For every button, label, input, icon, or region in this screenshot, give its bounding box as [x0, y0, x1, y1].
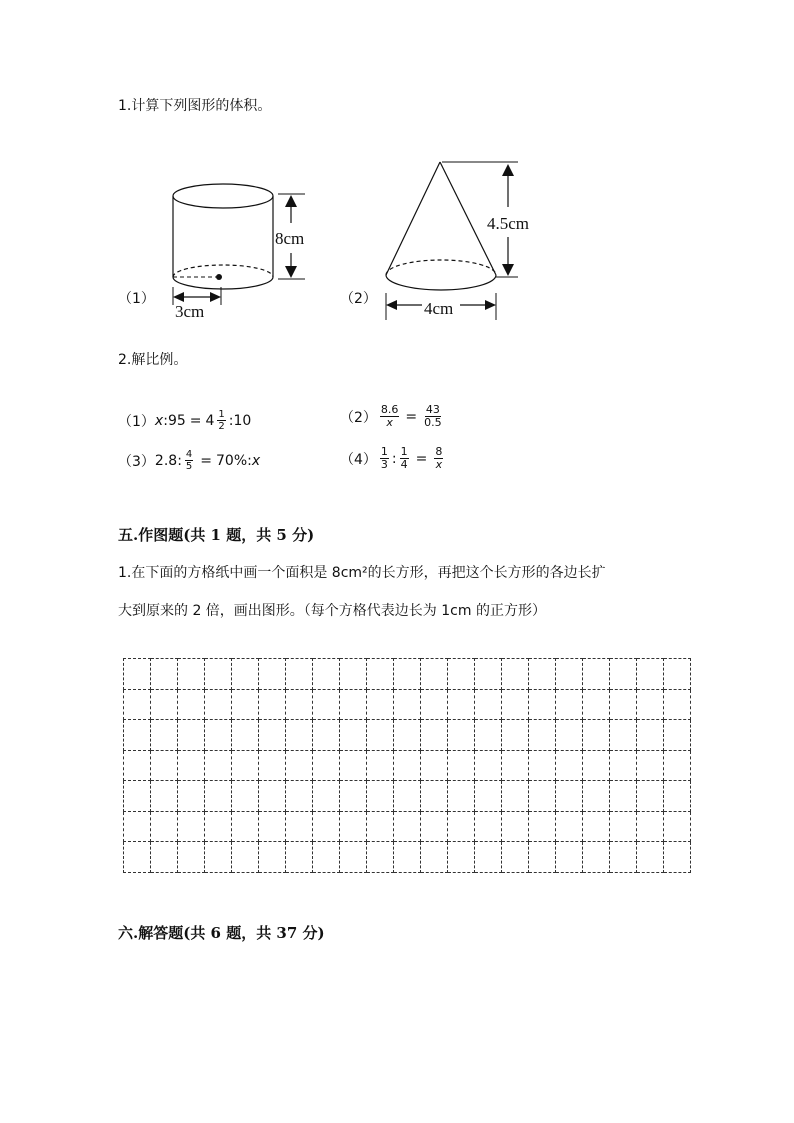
grid-cell[interactable] — [610, 720, 637, 751]
grid-cell[interactable] — [394, 750, 421, 781]
proportion-1-colon-2: : — [228, 412, 234, 429]
grid-cell[interactable] — [529, 842, 556, 873]
grid-cell[interactable] — [394, 781, 421, 812]
proportion-4-fraction-3 — [434, 446, 443, 471]
grid-cell[interactable] — [124, 689, 151, 720]
grid-row[interactable] — [124, 720, 691, 751]
grid-cell[interactable] — [313, 750, 340, 781]
grid-cell[interactable] — [421, 659, 448, 690]
proportion-4-colon: : — [391, 450, 397, 467]
grid-cell[interactable] — [124, 720, 151, 751]
grid-cell[interactable] — [529, 689, 556, 720]
grid-cell[interactable] — [421, 842, 448, 873]
grid-cell[interactable] — [124, 750, 151, 781]
grid-cell[interactable] — [205, 842, 232, 873]
grid-cell[interactable] — [637, 750, 664, 781]
grid-cell[interactable] — [340, 811, 367, 842]
grid-cell[interactable] — [664, 811, 691, 842]
proportion-2-index: （2） — [340, 409, 377, 426]
grid-cell[interactable] — [367, 750, 394, 781]
grid-cell[interactable] — [259, 842, 286, 873]
grid-cell[interactable] — [394, 689, 421, 720]
grid-cell[interactable] — [124, 659, 151, 690]
grid-cell[interactable] — [151, 659, 178, 690]
proportion-1-colon: : — [163, 412, 168, 429]
grid-cell[interactable] — [502, 781, 529, 812]
grid-cell[interactable] — [421, 720, 448, 751]
grid-cell[interactable] — [556, 781, 583, 812]
grid-cell[interactable] — [367, 689, 394, 720]
grid-cell[interactable] — [610, 811, 637, 842]
grid-cell[interactable] — [178, 811, 205, 842]
proportion-3-colon: : — [177, 452, 182, 469]
grid-cell[interactable] — [394, 659, 421, 690]
grid-cell[interactable] — [178, 720, 205, 751]
grid-cell[interactable] — [394, 811, 421, 842]
fraction-denominator: 4 — [400, 458, 408, 471]
grid-cell[interactable] — [313, 720, 340, 751]
grid-cell[interactable] — [394, 720, 421, 751]
grid-cell[interactable] — [637, 781, 664, 812]
grid-cell[interactable] — [610, 842, 637, 873]
section-6-title: 六.解答题(共 6 题，共 37 分) — [118, 924, 325, 942]
grid-cell[interactable] — [286, 842, 313, 873]
grid-row[interactable] — [124, 750, 691, 781]
proportion-3-a: 2.8 — [154, 452, 178, 469]
grid-cell[interactable] — [232, 720, 259, 751]
section-5-question-line-1: 1.在下面的方格纸中画一个面积是 8cm²的长方形，再把这个长方形的各边长扩 — [118, 565, 606, 581]
grid-cell[interactable] — [556, 659, 583, 690]
section-5-question-line-2: 大到原来的 2 倍，画出图形。（每个方格代表边长为 1cm 的正方形） — [118, 603, 546, 619]
grid-cell[interactable] — [664, 842, 691, 873]
cone-height-label: 4.5cm — [487, 214, 530, 233]
grid-cell[interactable] — [151, 720, 178, 751]
grid-cell[interactable] — [151, 689, 178, 720]
grid-row[interactable] — [124, 781, 691, 812]
grid-cell[interactable] — [637, 689, 664, 720]
grid-cell[interactable] — [367, 659, 394, 690]
grid-cell[interactable] — [448, 659, 475, 690]
fraction-numerator: 43 — [425, 403, 440, 416]
proportion-2-equals: = — [405, 408, 418, 425]
figure-2-index: （2） — [340, 291, 377, 307]
grid-cell[interactable] — [502, 811, 529, 842]
grid-row[interactable] — [124, 659, 691, 690]
grid-cell[interactable] — [313, 659, 340, 690]
grid-cell[interactable] — [286, 689, 313, 720]
grid-cell[interactable] — [178, 842, 205, 873]
grid-cell[interactable] — [367, 842, 394, 873]
grid-cell[interactable] — [664, 720, 691, 751]
grid-cell[interactable] — [259, 750, 286, 781]
grid-cell[interactable] — [286, 811, 313, 842]
grid-cell[interactable] — [664, 659, 691, 690]
grid-cell[interactable] — [259, 659, 286, 690]
proportion-2-right-fraction — [423, 404, 443, 429]
grid-cell[interactable] — [232, 842, 259, 873]
question-2-text: 2.解比例。 — [118, 352, 188, 368]
grid-cell[interactable] — [313, 842, 340, 873]
grid-cell[interactable] — [664, 750, 691, 781]
grid-cell[interactable] — [448, 750, 475, 781]
grid-cell[interactable] — [529, 811, 556, 842]
fraction-denominator: x — [386, 416, 393, 429]
grid-cell[interactable] — [205, 659, 232, 690]
grid-cell[interactable] — [610, 689, 637, 720]
grid-cell[interactable] — [421, 781, 448, 812]
grid-cell[interactable] — [286, 750, 313, 781]
section-5-title: 五.作图题(共 1 题，共 5 分) — [118, 526, 315, 544]
grid-cell[interactable] — [502, 842, 529, 873]
grid-row[interactable] — [124, 689, 691, 720]
grid-cell[interactable] — [475, 750, 502, 781]
grid-cell[interactable] — [259, 811, 286, 842]
grid-cell[interactable] — [556, 842, 583, 873]
proportion-1-index: （1） — [118, 413, 155, 430]
fraction-numerator: 1 — [218, 409, 225, 420]
grid-cell[interactable] — [286, 659, 313, 690]
proportion-4-fraction-1 — [380, 446, 389, 471]
grid-cell[interactable] — [178, 659, 205, 690]
grid-cell[interactable] — [286, 720, 313, 751]
grid-cell[interactable] — [475, 659, 502, 690]
grid-cell[interactable] — [313, 811, 340, 842]
grid-cell[interactable] — [637, 811, 664, 842]
grid-cell[interactable] — [367, 720, 394, 751]
grid-cell[interactable] — [448, 781, 475, 812]
grid-cell[interactable] — [637, 842, 664, 873]
fraction-denominator: 2 — [218, 421, 225, 432]
grid-cell[interactable] — [313, 781, 340, 812]
grid-cell[interactable] — [421, 689, 448, 720]
grid-cell[interactable] — [583, 811, 610, 842]
fraction-numerator: 8 — [435, 445, 443, 458]
proportion-4 — [340, 446, 446, 471]
grid-cell[interactable] — [502, 659, 529, 690]
proportion-1 — [118, 409, 251, 432]
grid-cell[interactable] — [259, 689, 286, 720]
grid-cell[interactable] — [583, 842, 610, 873]
grid-cell[interactable] — [232, 689, 259, 720]
cylinder-radius-label: 3cm — [175, 302, 205, 321]
grid-cell[interactable] — [286, 781, 313, 812]
proportion-3-colon-2: : — [247, 452, 252, 469]
proportion-3-equals: = — [200, 452, 213, 469]
grid-cell[interactable] — [313, 689, 340, 720]
proportion-3-percent: 70% — [216, 452, 248, 469]
grid-cell[interactable] — [151, 811, 178, 842]
grid-cell[interactable] — [529, 720, 556, 751]
grid-cell[interactable] — [421, 750, 448, 781]
grid-cell[interactable] — [529, 781, 556, 812]
grid-cell[interactable] — [475, 720, 502, 751]
grid-cell[interactable] — [340, 842, 367, 873]
grid-cell[interactable] — [205, 720, 232, 751]
proportion-4-index: （4） — [340, 451, 377, 468]
proportion-3-fraction — [185, 449, 193, 472]
proportion-3-index: （3） — [118, 453, 155, 470]
grid-cell[interactable] — [448, 811, 475, 842]
fraction-denominator: 5 — [185, 461, 193, 472]
grid-cell[interactable] — [340, 659, 367, 690]
grid-cell[interactable] — [232, 750, 259, 781]
grid-cell[interactable] — [610, 750, 637, 781]
proportion-3 — [118, 449, 260, 472]
grid-cell[interactable] — [502, 720, 529, 751]
grid-cell[interactable] — [637, 659, 664, 690]
proportion-1-whole: 4 — [205, 412, 215, 429]
grid-cell[interactable] — [340, 781, 367, 812]
fraction-numerator: 8.6 — [380, 403, 399, 416]
grid-cell[interactable] — [205, 689, 232, 720]
grid-cell[interactable] — [556, 811, 583, 842]
proportion-2 — [340, 404, 446, 429]
proportion-4-fraction-2 — [400, 446, 409, 471]
grid-cell[interactable] — [475, 842, 502, 873]
grid-cell[interactable] — [232, 811, 259, 842]
proportion-1-fraction — [217, 409, 225, 432]
grid-cell[interactable] — [124, 781, 151, 812]
grid-cell[interactable] — [205, 811, 232, 842]
grid-row[interactable] — [124, 842, 691, 873]
grid-cell[interactable] — [205, 750, 232, 781]
grid-cell[interactable] — [394, 842, 421, 873]
grid-cell[interactable] — [637, 720, 664, 751]
grid-cell[interactable] — [664, 689, 691, 720]
grid-cell[interactable] — [448, 842, 475, 873]
cylinder-height-label: 8cm — [275, 229, 305, 248]
fraction-denominator: x — [435, 458, 443, 471]
figure-1-index: （1） — [118, 291, 155, 307]
fraction-numerator: 4 — [185, 449, 193, 460]
grid-cell[interactable] — [340, 720, 367, 751]
grid-cell[interactable] — [583, 720, 610, 751]
grid-cell[interactable] — [178, 689, 205, 720]
grid-cell[interactable] — [448, 689, 475, 720]
proportion-4-equals: = — [415, 450, 428, 467]
grid-cell[interactable] — [448, 720, 475, 751]
grid-cell[interactable] — [556, 750, 583, 781]
grid-cell[interactable] — [529, 659, 556, 690]
grid-body[interactable] — [124, 659, 691, 873]
grid-cell[interactable] — [340, 750, 367, 781]
grid-cell[interactable] — [259, 720, 286, 751]
grid-cell[interactable] — [475, 811, 502, 842]
cone-diameter-label: 4cm — [424, 299, 454, 318]
grid-cell[interactable] — [556, 689, 583, 720]
grid-cell[interactable] — [232, 781, 259, 812]
grid-row[interactable] — [124, 811, 691, 842]
proportion-1-equals: = — [189, 412, 202, 429]
grid-cell[interactable] — [151, 842, 178, 873]
grid-cell[interactable] — [205, 781, 232, 812]
grid-cell[interactable] — [124, 811, 151, 842]
grid-cell[interactable] — [664, 781, 691, 812]
grid-cell[interactable] — [475, 781, 502, 812]
grid-cell[interactable] — [529, 750, 556, 781]
grid-cell[interactable] — [583, 689, 610, 720]
grid-cell[interactable] — [367, 781, 394, 812]
fraction-denominator: 0.5 — [424, 416, 442, 429]
grid-cell[interactable] — [421, 811, 448, 842]
grid-cell[interactable] — [340, 689, 367, 720]
question-1-text: 1.计算下列图形的体积。 — [118, 98, 272, 114]
grid-cell[interactable] — [178, 781, 205, 812]
grid-cell[interactable] — [610, 659, 637, 690]
grid-cell[interactable] — [124, 842, 151, 873]
grid-cell[interactable] — [583, 781, 610, 812]
grid-paper[interactable] — [123, 658, 691, 873]
proportion-1-x: x — [154, 412, 164, 429]
grid-cell[interactable] — [151, 750, 178, 781]
grid-cell[interactable] — [610, 781, 637, 812]
grid-cell[interactable] — [502, 689, 529, 720]
proportion-2-left-fraction — [380, 404, 400, 429]
grid-cell[interactable] — [178, 750, 205, 781]
grid-cell[interactable] — [475, 689, 502, 720]
grid-cell[interactable] — [556, 720, 583, 751]
proportion-1-c: 10 — [233, 412, 252, 429]
fraction-numerator: 1 — [380, 445, 388, 458]
grid-cell[interactable] — [583, 659, 610, 690]
grid-cell[interactable] — [502, 750, 529, 781]
grid-cell[interactable] — [367, 811, 394, 842]
grid-cell[interactable] — [259, 781, 286, 812]
fraction-denominator: 3 — [380, 458, 388, 471]
proportion-3-x: x — [251, 452, 261, 469]
grid-cell[interactable] — [151, 781, 178, 812]
fraction-numerator: 1 — [400, 445, 408, 458]
proportion-1-b: 95 — [167, 412, 186, 429]
grid-cell[interactable] — [232, 659, 259, 690]
grid-cell[interactable] — [583, 750, 610, 781]
